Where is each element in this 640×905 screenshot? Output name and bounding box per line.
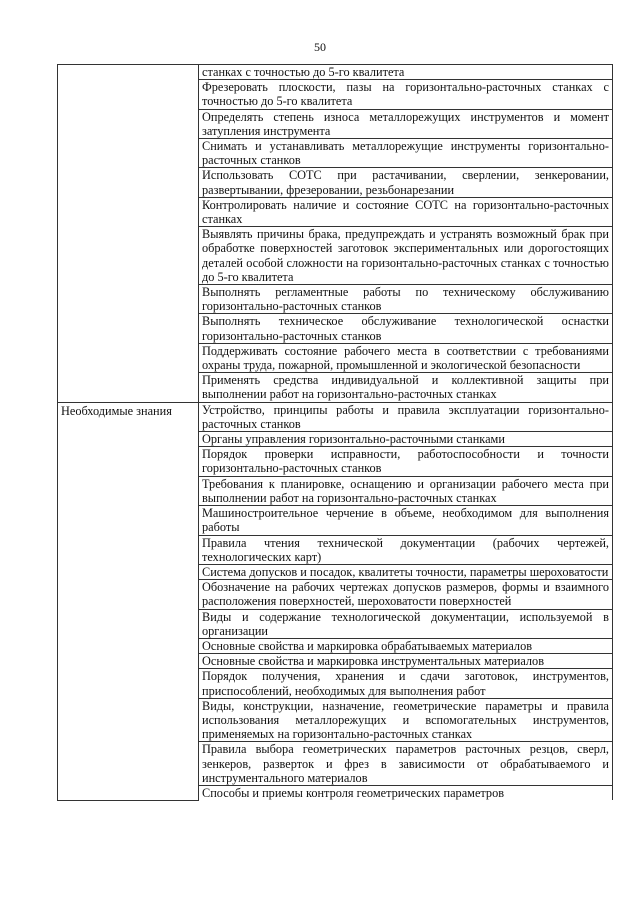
requirement-item: Основные свойства и маркировка инструментальных материалов [199, 654, 613, 669]
requirement-item: Снимать и устанавливать металлорежущие инструменты горизонтально-расточных станков [199, 139, 613, 168]
requirements-table [57, 64, 613, 801]
requirement-item: Выявлять причины брака, предупреждать и устранять возможный брак при обработке поверхностей заготовок экспериментальных или дорогостоящих деталей особой сложности на горизонтально-расточных станках с точностью до 5-го квалитета [199, 227, 613, 285]
table-row [58, 65, 613, 80]
requirement-item: Устройство, принципы работы и правила эксплуатации горизонтально-расточных станков [199, 402, 613, 431]
section-heading: Необходимые знания [58, 402, 199, 800]
requirement-item: Контролировать наличие и состояние СОТС на горизонтально-расточных станках [199, 197, 613, 226]
requirement-item: Обозначение на рабочих чертежах допусков размеров, формы и взаимного расположения поверхностей, шероховатости поверхностей [199, 580, 613, 609]
requirement-item: Требования к планировке, оснащению и организации рабочего места при выполнении работ на горизонтально-расточных станках [199, 476, 613, 505]
requirement-item: Основные свойства и маркировка обрабатываемых материалов [199, 638, 613, 653]
requirement-item: Органы управления горизонтально-расточными станками [199, 432, 613, 447]
requirement-item: Порядок получения, хранения и сдачи заготовок, инструментов, приспособлений, необходимых для выполнения работ [199, 669, 613, 698]
requirement-item: Поддерживать состояние рабочего места в соответствии с требованиями охраны труда, пожарной, промышленной и экологической безопасности [199, 343, 613, 372]
requirement-item: Виды и содержание технологической документации, используемой в организации [199, 609, 613, 638]
requirement-item: Определять степень износа металлорежущих инструментов и момент затупления инструмента [199, 109, 613, 138]
requirement-item: Виды, конструкции, назначение, геометрические параметры и правила использования металлорежущих и вспомогательных инструментов, применяемых на горизонтально-расточных станках [199, 698, 613, 742]
page-number: 50 [314, 40, 326, 54]
requirement-item: Правила выбора геометрических параметров расточных резцов, сверл, зенкеров, разверток и фрез в зависимости от обрабатываемого и инструментального материалов [199, 742, 613, 786]
requirement-item: Способы и приемы контроля геометрических параметров [199, 785, 613, 800]
requirement-item: Порядок проверки исправности, работоспособности и точности горизонтально-расточных станков [199, 447, 613, 476]
requirement-item: Применять средства индивидуальной и коллективной защиты при выполнении работ на горизонтально-расточных станках [199, 373, 613, 402]
requirement-item: Система допусков и посадок, квалитеты точности, параметры шероховатости [199, 564, 613, 579]
table-row [58, 402, 613, 431]
section-heading [58, 65, 199, 403]
requirement-item: Выполнять техническое обслуживание технологической оснастки горизонтально-расточных станков [199, 314, 613, 343]
requirement-item: Машиностроительное черчение в объеме, необходимом для выполнения работы [199, 506, 613, 535]
table-body [58, 65, 613, 801]
requirement-item: Использовать СОТС при растачивании, сверлении, зенкеровании, развертывании, фрезеровании, резьбонарезании [199, 168, 613, 197]
requirement-item: Выполнять регламентные работы по техническому обслуживанию горизонтально-расточных станков [199, 285, 613, 314]
requirement-item: станках с точностью до 5-го квалитета [199, 65, 613, 80]
requirement-item: Правила чтения технической документации (рабочих чертежей, технологических карт) [199, 535, 613, 564]
requirement-item: Фрезеровать плоскости, пазы на горизонтально-расточных станках с точностью до 5-го квалитета [199, 80, 613, 109]
